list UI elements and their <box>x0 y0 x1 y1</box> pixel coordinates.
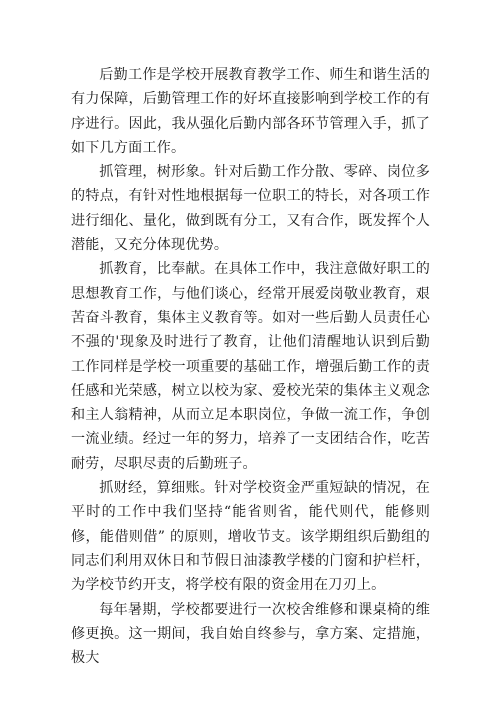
document-body <box>71 63 430 670</box>
paragraph-education: 抓教育，比奉献。在具体工作中，我注意做好职工的思想教育工作，与他们谈心，经常开展爱岗敬业教育，艰苦奋斗教育，集体主义教育等。如对一些后勤人员责任心不强的'现象及时进行了教育，让他们清醒地认识到后勤工作同样是学校一项重要的基础工作，增强后勤工作的责任感和光荣感，树立以校为家、爱校光荣的集体主义观念和主人翁精神，从而立足本职岗位，争做一流工作，争创一流业绩。经过一年的努力，培养了一支团结合作，吃苦耐劳，尽职尽责的后勤班子。 <box>71 261 430 472</box>
paragraph-finance: 抓财经，算细账。针对学校资金严重短缺的情况，在平时的工作中我们坚持“能省则省，能代则代，能修则修，能借则借” 的原则，增收节支。该学期组织后勤组的同志们利用双休日和节假日油漆教学楼的门窗和护栏杆，为学校节约开支，将学校有限的资金用在刀刃上。 <box>71 480 430 594</box>
paragraph-summer-repair: 每年暑期，学校都要进行一次校舍维修和课桌椅的维修更换。这一期间，我自始自终参与，拿方案、定措施，极大 <box>71 601 430 667</box>
paragraph-management: 抓管理，树形象。针对后勤工作分散、零碎、岗位多的特点，有针对性地根据每一位职工的特长，对各项工作进行细化、量化，做到既有分工，又有合作，既发挥个人潜能，又充分体现优势。 <box>71 164 430 254</box>
paragraph-intro: 后勤工作是学校开展教育教学工作、师生和谐生活的有力保障，后勤管理工作的好坏直接影响到学校工作的有序进行。因此，我从强化后勤内部各环节管理入手，抓了如下几方面工作。 <box>71 67 430 156</box>
